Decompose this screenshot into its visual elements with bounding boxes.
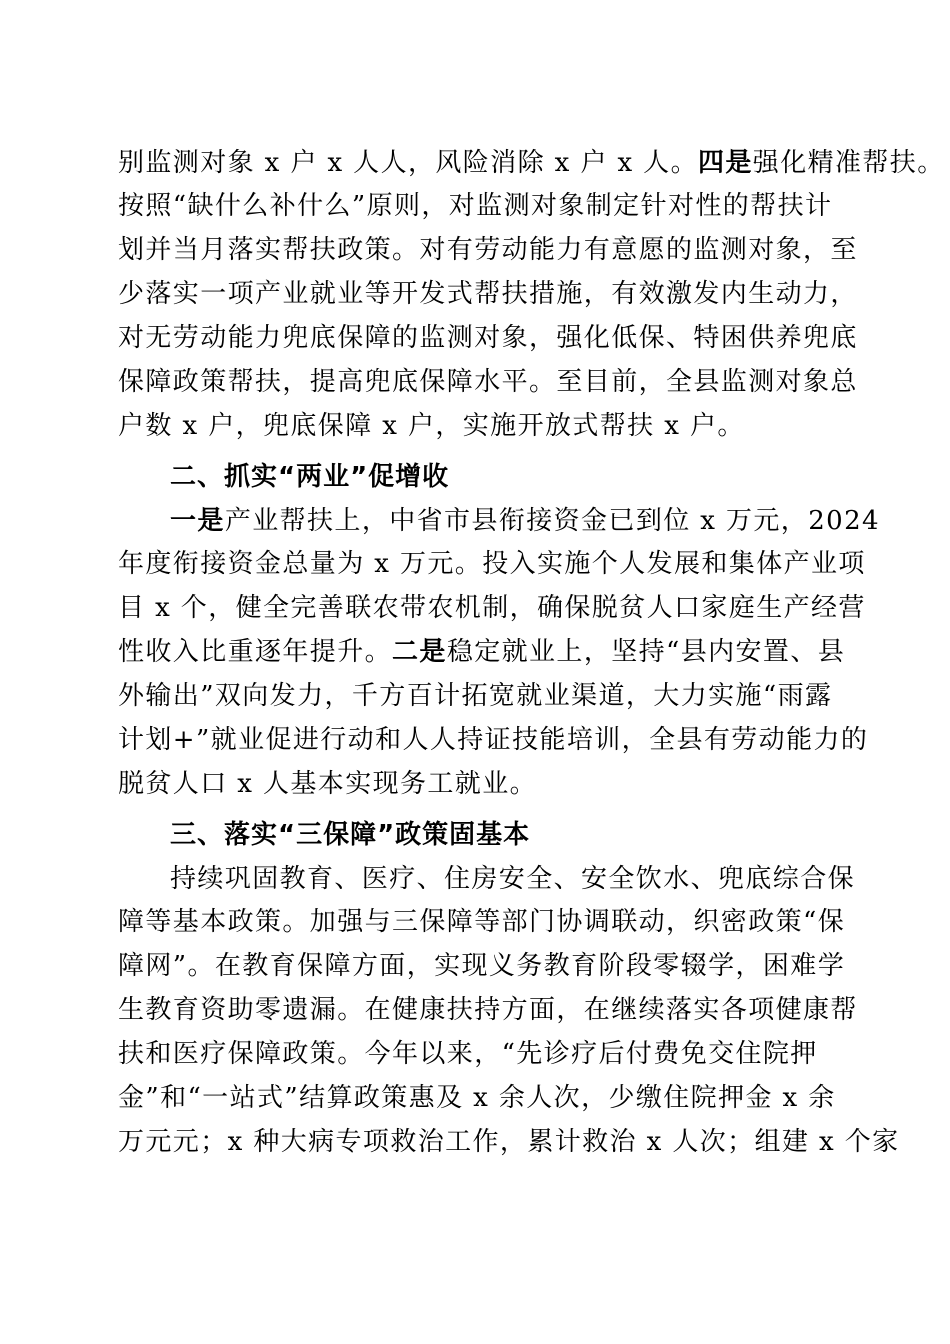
paragraph-line	[170, 498, 930, 544]
paragraph-line: 目 x 个，健全完善联农带农机制，确保脱贫人口家庭生产经营	[118, 593, 866, 623]
text-run: 产业帮扶上，中省市县衔接资金已到位 x 万元，2024	[224, 506, 880, 536]
paragraph-line	[118, 140, 945, 186]
section-heading-2: 二、抓实“两业”促增收	[170, 462, 450, 492]
paragraph-line: 生教育资助零遗漏。在健康扶持方面，在继续落实各项健康帮	[118, 995, 858, 1025]
paragraph-line: 脱贫人口 x 人基本实现务工就业。	[118, 769, 537, 799]
paragraph-line: 少落实一项产业就业等开发式帮扶措施，有效激发内生动力，	[118, 279, 858, 309]
paragraph-line: 障等基本政策。加强与三保障等部门协调联动，织密政策“保	[118, 907, 846, 937]
text-run: 别监测对象 x 户 x 人人，风险消除 x 户 x 人。	[118, 148, 698, 178]
paragraph-line: 持续巩固教育、医疗、住房安全、安全饮水、兜底综合保	[170, 864, 856, 894]
paragraph-line: 外输出”双向发力，千方百计拓宽就业渠道，大力实施“雨露	[118, 681, 833, 711]
paragraph-line: 扶和医疗保障政策。今年以来，“先诊疗后付费免交住院押	[118, 1039, 818, 1069]
text-run: 稳定就业上，坚持“县内安置、县	[446, 637, 846, 667]
paragraph-line: 金”和“一站式”结算政策惠及 x 余人次，少缴住院押金 x 余	[118, 1083, 836, 1113]
section-heading-3: 三、落实“三保障”政策固基本	[170, 820, 531, 850]
paragraph-line: 划并当月落实帮扶政策。对有劳动能力有意愿的监测对象，至	[118, 235, 858, 265]
paragraph-line: 障网”。在教育保障方面，实现义务教育阶段零辍学，困难学	[118, 951, 846, 981]
paragraph-line: 按照“缺什么补什么”原则，对监测对象制定针对性的帮扶计	[118, 191, 833, 221]
paragraph-line	[118, 629, 878, 675]
bold-lead: 四是	[697, 148, 753, 178]
paragraph-line: 对无劳动能力兜底保障的监测对象，强化低保、特困供养兜底	[118, 323, 858, 353]
text-run: 强化精准帮扶。	[752, 148, 945, 178]
paragraph-line: 保障政策帮扶，提高兜底保障水平。至目前，全县监测对象总	[118, 367, 858, 397]
paragraph-line: 计划+”就业促进行动和人人持证技能培训，全县有劳动能力的	[118, 725, 869, 755]
paragraph-line: 万元元；x 种大病专项救治工作，累计救治 x 人次；组建 x 个家	[118, 1127, 900, 1157]
paragraph-line: 年度衔接资金总量为 x 万元。投入实施个人发展和集体产业项	[118, 549, 866, 579]
bold-lead: 一是	[170, 506, 225, 536]
text-run: 性收入比重逐年提升。	[118, 637, 393, 667]
paragraph-line: 户数 x 户，兜底保障 x 户，实施开放式帮扶 x 户。	[118, 411, 745, 441]
bold-lead: 二是	[392, 637, 447, 667]
